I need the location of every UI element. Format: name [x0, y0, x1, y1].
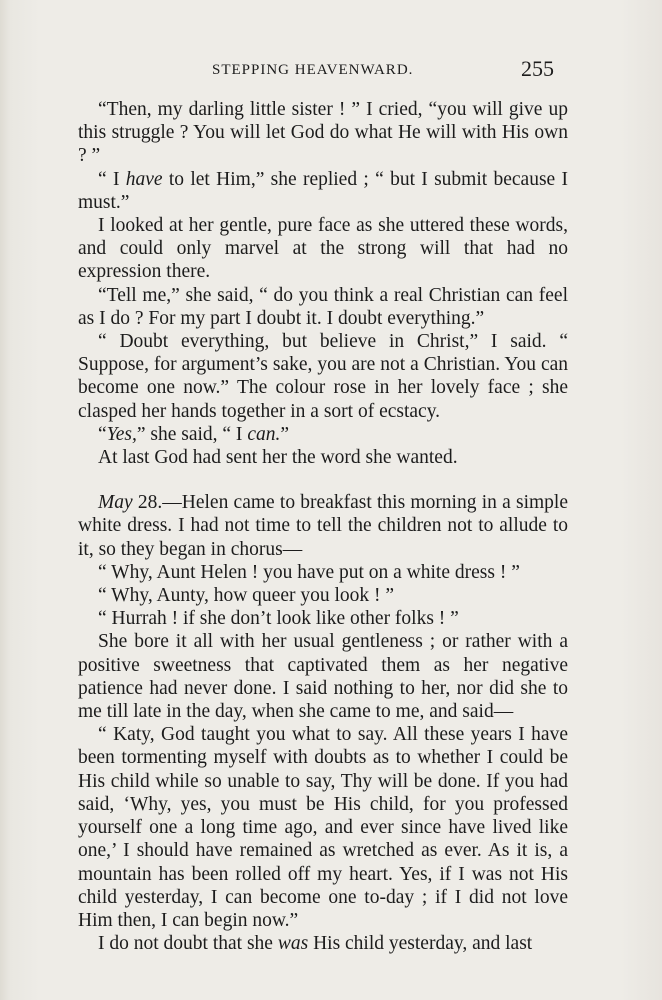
- page-number: 255: [521, 56, 554, 81]
- paragraph: “ Hurrah ! if she don’t look like other folks ! ”: [98, 608, 459, 630]
- paragraph: “ I have to let Him,” she replied ; “ but I submit because I must.”: [78, 168, 568, 213]
- paragraph: “ Why, Aunt Helen ! you have put on a white dress ! ”: [98, 561, 520, 583]
- paragraph: “ Doubt everything, but believe in Christ,” I said. “ Suppose, for argument’s sake, you are not a Christian. You can become one now.” The colour rose in her lovely face ; she clasped her hands together in a sort of ecstacy.: [78, 331, 568, 422]
- paragraph: “Tell me,” she said, “ do you think a real Christian can feel as I do ? For my part I doubt it. I doubt everything.”: [78, 284, 568, 329]
- diary-entry-paragraph: May 28.—Helen came to breakfast this morning in a simple white dress. I had not time to tell the children not to allude to it, so they began in chorus—: [78, 492, 568, 560]
- running-title: STEPPING HEAVENWARD.: [212, 62, 414, 78]
- paragraph: “Then, my darling little sister ! ” I cried, “you will give up this struggle ? You will let God do what He will with His own ? ”: [78, 99, 568, 167]
- paragraph: I looked at her gentle, pure face as she uttered these words, and could only marvel at the strong will that had no expression there.: [78, 215, 568, 283]
- paragraph: I do not doubt that she was His child yesterday, and last: [98, 933, 533, 955]
- paragraph: “ Katy, God taught you what to say. All these years I have been tormenting myself with doubts as to whether I could be His child while so unable to say, Thy will be done. If you had said, ‘Why, yes, you must be His child, for you professed yourself one a long time ago, and ever since have lived like one,’ I should have remained as wretched as ever. As it is, a mountain has been rolled off my heart. Yes, if I was not His child yesterday, I can become one to-day ; if I did not love Him then, I can begin now.”: [78, 724, 568, 931]
- body-text: [78, 98, 568, 955]
- paragraph: “Yes,” she said, “ I can.”: [98, 423, 289, 445]
- paragraph: At last God had sent her the word she wanted.: [98, 447, 458, 469]
- page-header: [0, 56, 662, 86]
- section-gap: [78, 469, 568, 491]
- paragraph: She bore it all with her usual gentleness ; or rather with a positive sweetness that captivated them as her negative patience had never done. I said nothing to her, nor did she to me till late in the day, when she came to me, and said—: [78, 631, 568, 723]
- paragraph: “ Why, Aunty, how queer you look ! ”: [98, 585, 395, 607]
